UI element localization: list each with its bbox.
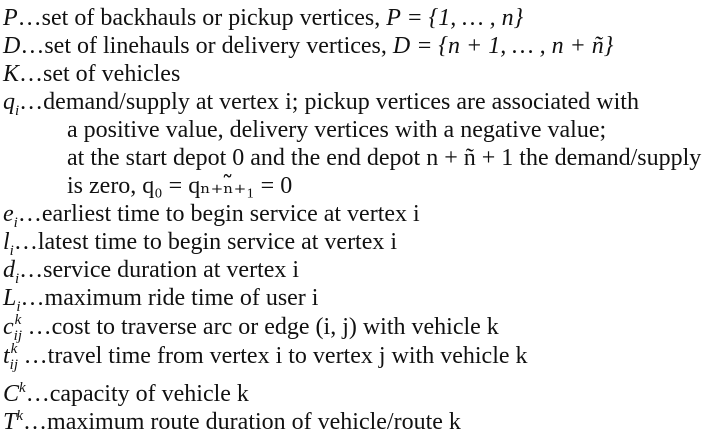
description: service duration at vertex i — [43, 257, 300, 283]
symbol: P — [3, 5, 18, 31]
symbol: $e_i$ — [3, 201, 18, 231]
symbol: $l_i$ — [3, 229, 14, 259]
ellipsis: … — [23, 409, 48, 435]
description: capacity of vehicle k — [49, 381, 249, 407]
ellipsis: … — [20, 33, 45, 59]
ellipsis: … — [27, 314, 52, 340]
symbol: D — [3, 33, 21, 59]
description: set of linehauls or delivery vertices, — [44, 33, 393, 59]
ellipsis: … — [13, 229, 38, 255]
ellipsis: … — [19, 61, 44, 87]
symbol: $q_i$ — [3, 89, 20, 119]
description: set of vehicles — [43, 61, 181, 87]
description: earliest time to begin service at vertex i — [41, 201, 420, 227]
description: latest time to begin service at vertex i — [37, 229, 398, 255]
math-expression: P = {1, … , n} — [386, 5, 524, 31]
symbol: t k ij — [3, 341, 19, 373]
ellipsis: … — [17, 201, 42, 227]
notation-row-T — [3, 402, 461, 436]
description: cost to traverse arc or edge (i, j) with vehicle k — [51, 314, 499, 340]
notation-row-P — [3, 4, 523, 32]
description: maximum route duration of vehicle/route k — [47, 409, 461, 435]
ellipsis: … — [19, 257, 44, 283]
description: demand/supply at vertex i; pickup vertices are associated with — [43, 89, 639, 115]
continuation-line: is zero, q₀ = qₙ₊ₙ̃₊₁ = 0 — [67, 173, 293, 199]
notation-row-c — [3, 312, 499, 344]
symbol: $T^k$ — [3, 408, 24, 435]
description: maximum ride time of user i — [44, 285, 319, 311]
math-expression: D = {n + 1, … , n + ñ} — [392, 33, 614, 59]
ellipsis: … — [23, 343, 48, 369]
symbol: K — [3, 61, 20, 87]
description: travel time from vertex i to vertex j with vehicle k — [47, 343, 528, 369]
ellipsis: … — [19, 89, 44, 115]
ellipsis: … — [25, 381, 50, 407]
notation-row-D — [3, 32, 613, 60]
symbol: $L_i$ — [3, 285, 21, 315]
symbol: $C^k$ — [3, 380, 26, 407]
symbol: $d_i$ — [3, 257, 20, 287]
continuation-line: at the start depot 0 and the end depot n + ñ + 1 the demand/supply — [67, 145, 702, 171]
symbol: c k ij — [3, 312, 22, 344]
ellipsis: … — [20, 285, 45, 311]
ellipsis: … — [17, 5, 42, 31]
continuation-line: a positive value, delivery vertices with a negative value; — [67, 117, 607, 143]
description: set of backhauls or pickup vertices, — [41, 5, 387, 31]
notation-row-K — [3, 60, 180, 88]
notation-row-t — [3, 341, 528, 373]
